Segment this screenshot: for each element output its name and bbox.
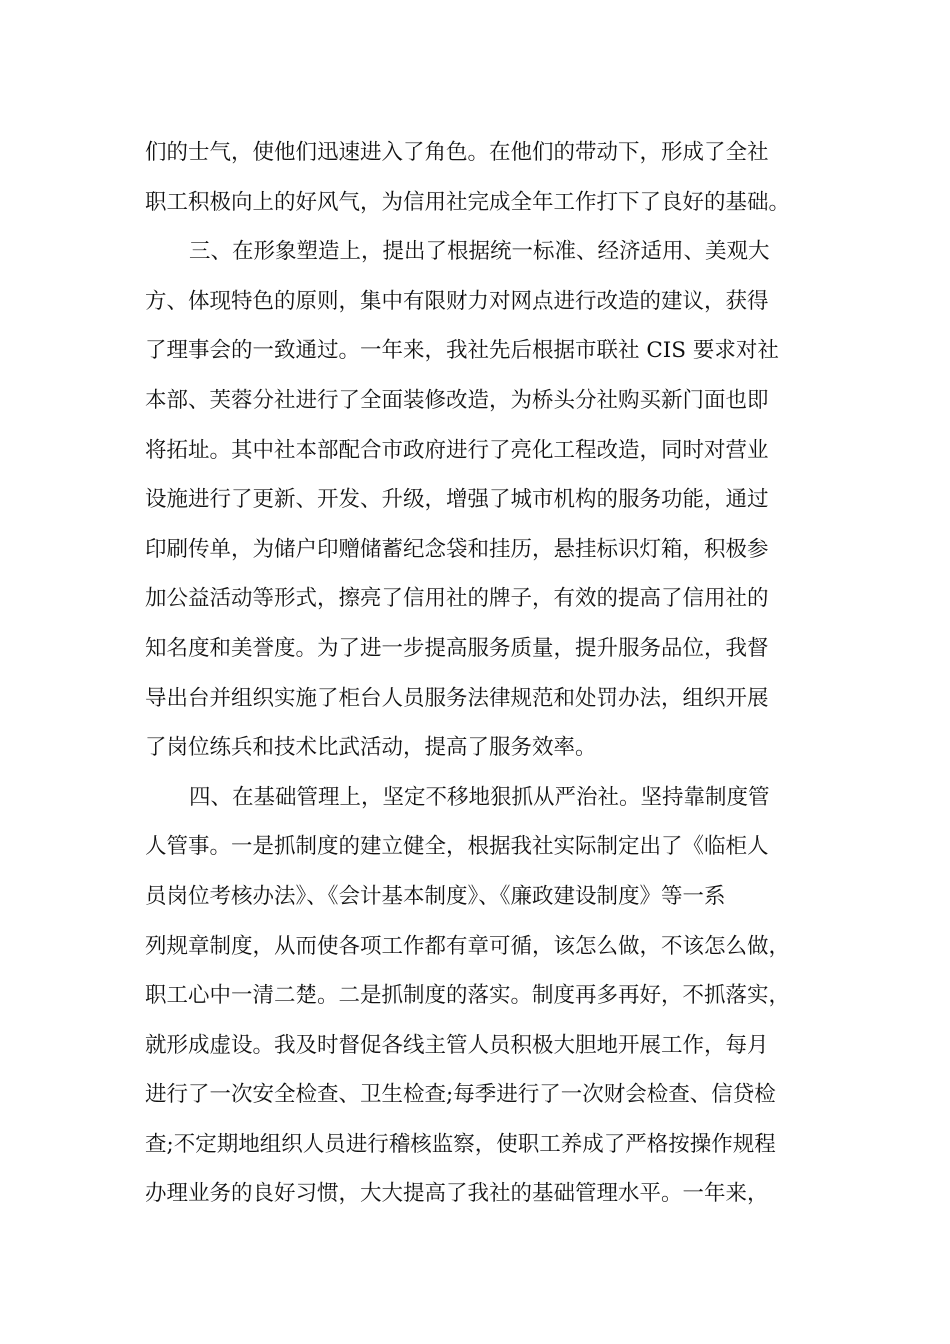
text-line: 方、体现特色的原则，集中有限财力对网点进行改造的建议，获得 [145,288,769,314]
text-line: 加公益活动等形式，擦亮了信用社的牌子，有效的提高了信用社的 [145,586,769,612]
paragraph-start-line: 四、在基础管理上，坚定不移地狠抓从严治社。坚持靠制度管 [189,784,770,810]
text-line: 进行了一次安全检查、卫生检查;每季进行了一次财会检查、信贷检 [145,1082,776,1108]
text-line: 们的士气，使他们迅速进入了角色。在他们的带动下，形成了全社 [145,140,769,165]
text-line: 将拓址。其中社本部配合市政府进行了亮化工程改造，同时对营业 [145,437,769,463]
text-line: 人管事。一是抓制度的建立健全，根据我社实际制定出了《临柜人 [145,834,769,860]
text-line: 办理业务的良好习惯，大大提高了我社的基础管理水平。一年来， [145,1181,769,1207]
text-line: 职工积极向上的好风气，为信用社完成全年工作打下了良好的基础。 [145,189,791,215]
text-line: 就形成虚设。我及时督促各线主管人员积极大胆地开展工作，每月 [145,1032,769,1058]
text-line: 职工心中一清二楚。二是抓制度的落实。制度再多再好，不抓落实， [145,983,791,1009]
text-line: 列规章制度，从而使各项工作都有章可循，该怎么做，不该怎么做， [145,933,791,959]
text-line: 查;不定期地组织人员进行稽核监察，使职工养成了严格按操作规程 [145,1131,776,1157]
text-line: 知名度和美誉度。为了进一步提高服务质量，提升服务品位，我督 [145,635,769,661]
text-line: 设施进行了更新、开发、升级，增强了城市机构的服务功能，通过 [145,487,769,513]
body-text [145,128,810,1219]
text-line: 印刷传单，为储户印赠储蓄纪念袋和挂历，悬挂标识灯箱，积极参 [145,536,769,562]
text-line: 了岗位练兵和技术比武活动，提高了服务效率。 [145,735,597,761]
text-line: 本部、芙蓉分社进行了全面装修改造，为桥头分社购买新门面也即 [145,387,769,413]
text-line: 导出台并组织实施了柜台人员服务法律规范和处罚办法，组织开展 [145,685,769,711]
text-line: 了理事会的一致通过。一年来，我社先后根据市联社 CIS 要求对社 [145,338,779,364]
paragraph-start-line: 三、在形象塑造上，提出了根据统一标准、经济适用、美观大 [189,239,770,265]
text-line: 员岗位考核办法》、《会计基本制度》、《廉政建设制度》等一系 [145,883,726,909]
